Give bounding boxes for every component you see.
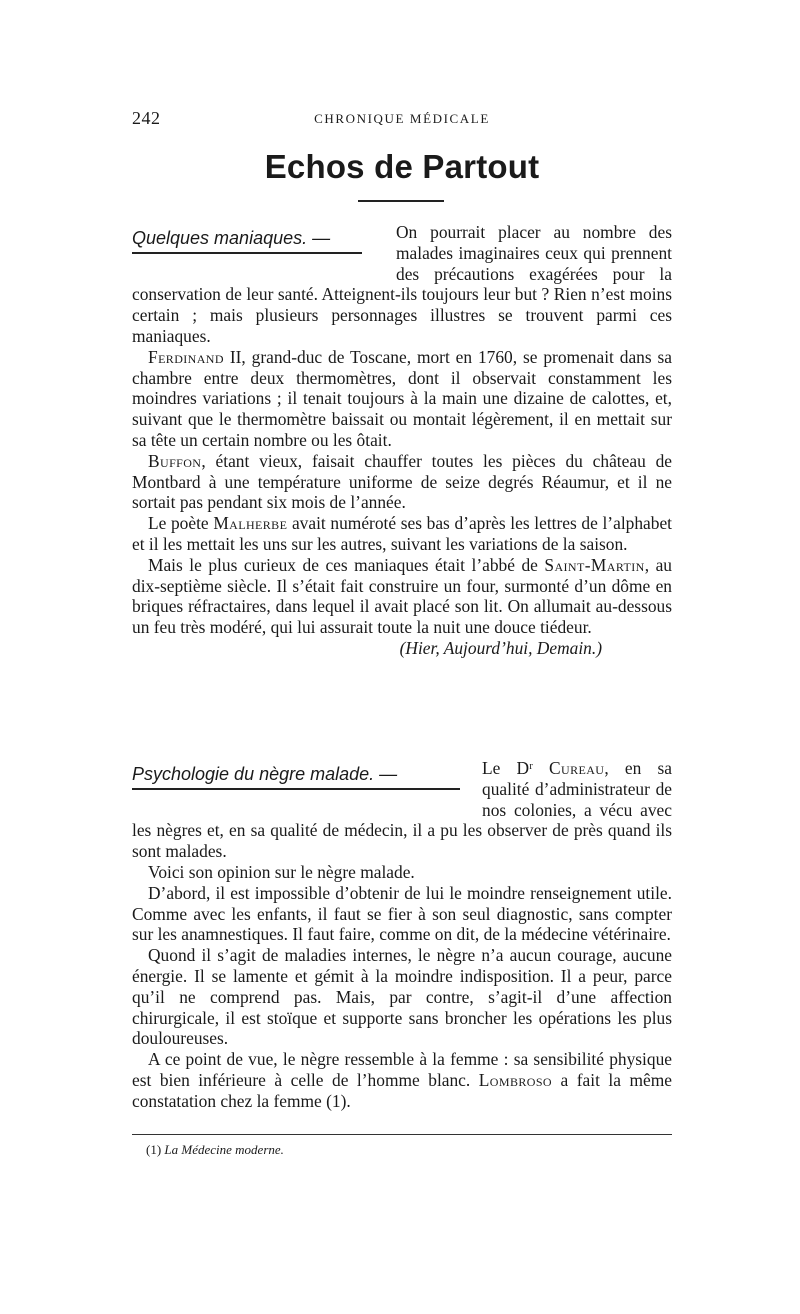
title-rule xyxy=(358,200,444,202)
person-name: Buffon xyxy=(148,450,202,471)
article-heading-block xyxy=(132,758,468,800)
person-name: Saint-Martin xyxy=(544,554,645,575)
paragraph: Quond il s’agit de maladies internes, le nègre n’a aucun courage, aucune énergie. Il se lamente et gémit à la moindre indisposition. Il a peur, parce qu’il ne comprend pas. Mais, par contre, s’agit-il d’une affection chirurgicale, il est stoïque et supporte sans broncher les opérations les plus douloureuses. xyxy=(132,945,672,1049)
heading-underline xyxy=(132,252,362,254)
running-title: CHRONIQUE MÉDICALE xyxy=(314,111,490,126)
article-psychologie-negre-malade xyxy=(132,758,672,1112)
paragraph: Buffon, étant vieux, faisait chauffer toutes les pièces du château de Montbard à une température uniforme de seize degrés Réaumur, et il ne sortait pas pendant six mois de l’année. xyxy=(132,450,672,513)
footnote-marker: (1) xyxy=(146,1142,162,1157)
page-number: 242 xyxy=(132,108,161,128)
footnote-text: La Médecine moderne. xyxy=(164,1142,284,1157)
running-head xyxy=(132,108,672,132)
person-name: Cureau xyxy=(549,758,605,778)
paragraph: Voici son opinion sur le nègre malade. xyxy=(148,861,415,882)
paragraph: Ferdinand II, grand-duc de Toscane, mort en 1760, se promenait dans sa chambre entre deux thermomètres, dont il observait constamment les moindres variations ; il tenait toujours à la main une dizaine de calottes, et, suivant que le thermomètre baissait ou montait légèrement, il en mettait sur sa tête un certain nombre ou les ôtait. xyxy=(132,346,672,450)
article-heading: Psychologie du nègre malade. — xyxy=(132,764,398,784)
paragraph: A ce point de vue, le nègre ressemble à la femme : sa sensibilité physique est bien inférieure à celle de l’homme blanc. Lombroso a fait la même constatation chez la femme (1). xyxy=(132,1049,672,1111)
footnote xyxy=(146,1142,284,1158)
footnote-rule xyxy=(132,1134,672,1135)
heading-underline xyxy=(132,788,460,790)
source-citation: (Hier, Aujourd’hui, Demain.) xyxy=(399,637,602,658)
paragraph: Le poète Malherbe avait numéroté ses bas d’après les lettres de l’alphabet et il les mettait les uns sur les autres, suivant les variations de la saison. xyxy=(132,513,673,554)
person-name: Ferdinand xyxy=(148,346,224,367)
paragraph: On pourrait placer au nombre des malades imaginaires ceux qui prennent des précautions exagérées pour la conservation de leur santé. Atteignent-ils toujours leur but ? Rien n’est moins certain ; mais plusieurs personnages illustres se trouvent parmi ces maniaques. xyxy=(132,222,672,346)
section-title: Echos de Partout xyxy=(264,148,540,185)
paragraph: Le Dʳ Cureau, en sa qualité d’administrateur de nos colonies, a vécu avec les nègres et, en sa qualité de médecin, il a pu les observer de près quand ils sont malades. xyxy=(132,758,672,862)
person-name: Lombroso xyxy=(478,1069,552,1090)
paragraph: D’abord, il est impossible d’obtenir de lui le moindre renseignement utile. Comme avec les enfants, il faut se fier à son seul diagnostic, sans compter sur les anamnestiques. Il faut faire, comme on dit, de la médecine vétérinaire. xyxy=(132,882,672,945)
article-quelques-maniaques xyxy=(132,222,672,659)
paragraph: Mais le plus curieux de ces maniaques était l’abbé de Saint-Martin, au dix-septième siècle. Il s’était fait construire un four, surmonté d’un dôme en briques réfractaires, dans lequel il avait placé son lit. On allumait au-dessous un feu très modéré, qui lui assurait toute la nuit une douce tiédeur. xyxy=(132,554,672,638)
person-name: Malherbe xyxy=(213,513,288,534)
article-heading: Quelques maniaques. — xyxy=(132,228,331,248)
article-heading-block xyxy=(132,222,382,264)
